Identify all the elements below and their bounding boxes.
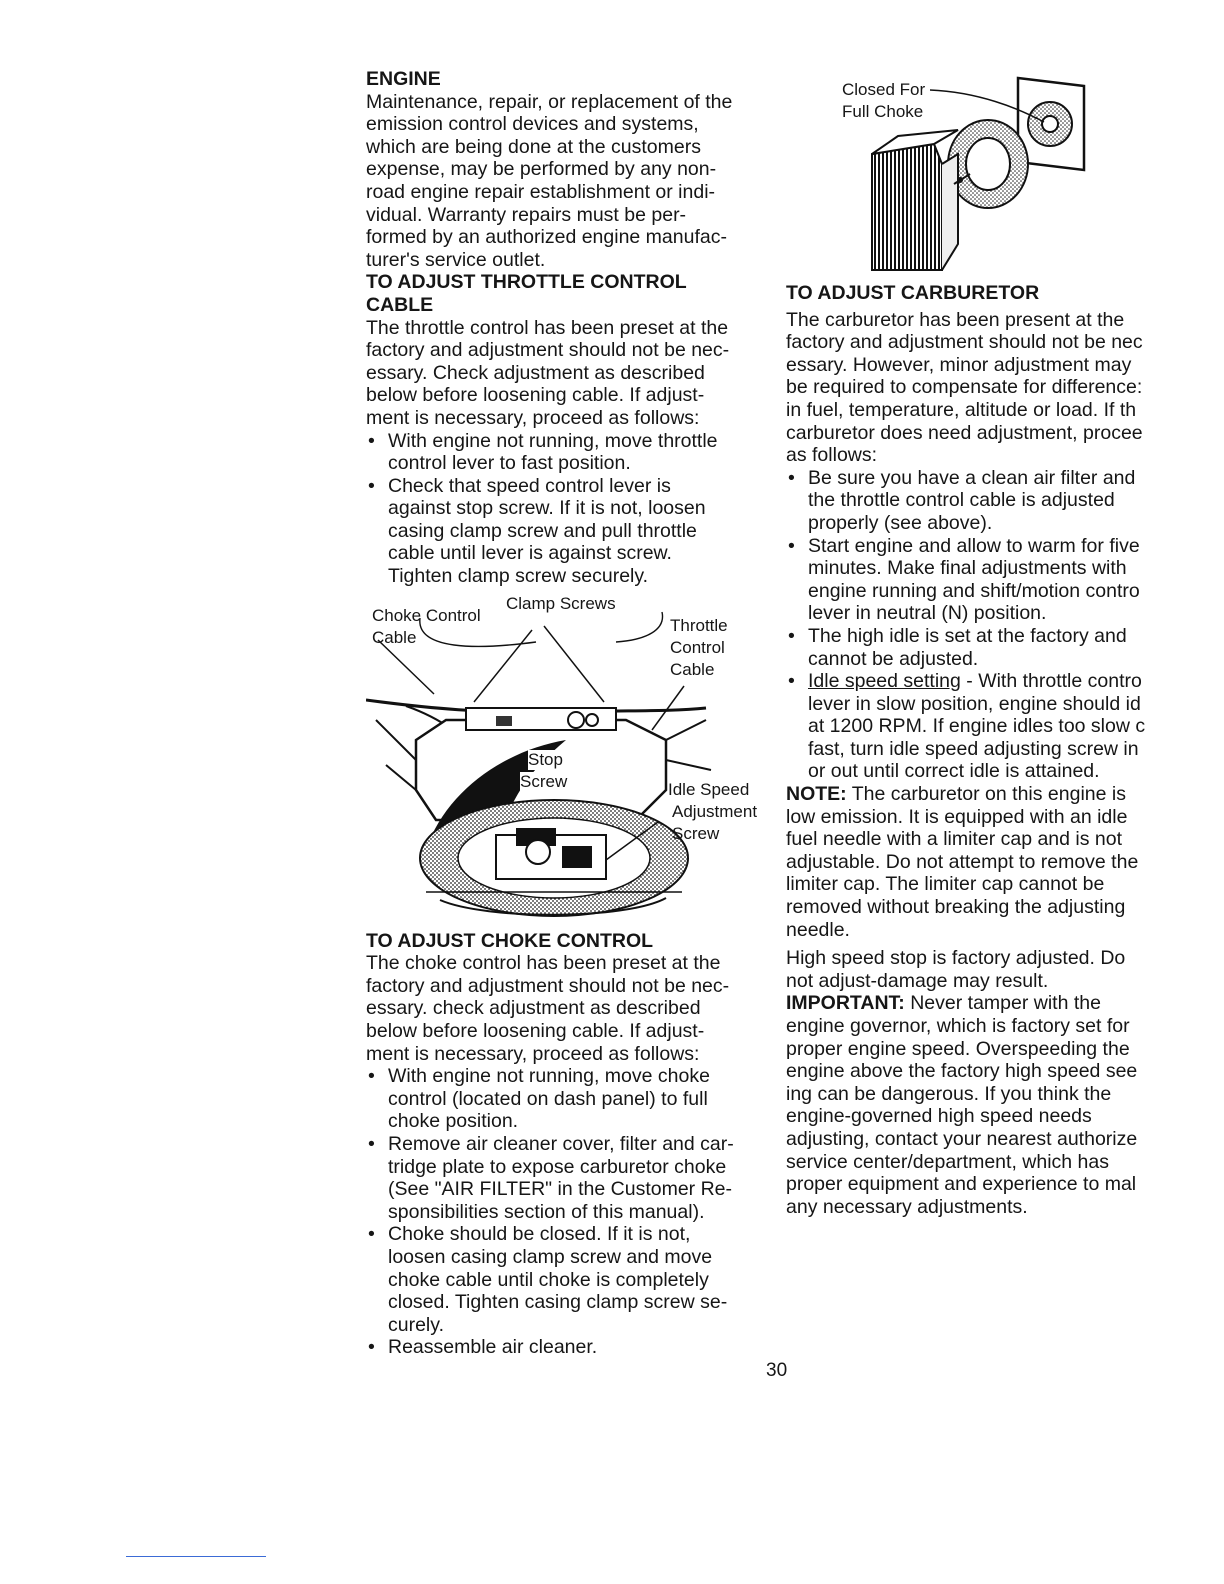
step-line: (See "AIR FILTER" in the Customer Re-: [388, 1178, 733, 1201]
step-line: closed. Tighten casing clamp screw se-: [388, 1291, 728, 1314]
important-line: proper equipment and experience to mal: [786, 1173, 1137, 1196]
right-column: [786, 282, 1224, 1218]
important-line: service center/department, which has: [786, 1150, 1109, 1173]
important-label: IMPORTANT:: [786, 992, 905, 1015]
idle-speed-label: Adjustment: [672, 801, 758, 821]
important-line: ing can be dangerous. If you think the: [786, 1082, 1112, 1105]
carburetor-step: [786, 467, 1224, 535]
step-line: cable until lever is against screw.: [388, 542, 672, 565]
choke-line: below before loosening cable. If adjust-: [366, 1020, 705, 1043]
step-line: curely.: [388, 1313, 444, 1336]
step-line: • With engine not running, move choke: [388, 1065, 710, 1088]
choke-step: [366, 1223, 766, 1336]
throttle-steps: [366, 430, 766, 588]
carburetor-step: [786, 535, 1224, 625]
carburetor-line: essary. However, minor adjustment may: [786, 353, 1132, 376]
step-line: sponsibilities section of this manual).: [388, 1200, 705, 1223]
carburetor-heading: TO ADJUST CARBURETOR: [786, 282, 1040, 304]
throttle-cable-diagram: [366, 590, 766, 930]
carburetor-steps: [786, 467, 1224, 783]
engine-line: road engine repair establishment or indi-: [366, 180, 716, 203]
note-label: NOTE:: [786, 783, 847, 806]
choke-step: [366, 1336, 766, 1359]
note-line: limiter cap. The limiter cap cannot be: [786, 873, 1105, 896]
choke-paragraph: [366, 952, 766, 1065]
engine-line: Maintenance, repair, or replacement of the: [366, 90, 733, 113]
important-line: engine governor, which is factory set for: [786, 1015, 1130, 1037]
important-line-rest: Never tamper with the: [904, 992, 1101, 1015]
important-line: engine above the factory high speed see: [786, 1060, 1138, 1083]
step-line: minutes. Make final adjustments with: [808, 557, 1127, 580]
carburetor-line: factory and adjustment should not be nec: [786, 331, 1143, 354]
step-line: fast, turn idle speed adjusting screw in: [808, 737, 1139, 760]
note-paragraph: [786, 783, 1224, 941]
choke-line: essary. check adjustment as described: [366, 997, 701, 1020]
important-line: [786, 992, 1224, 1015]
clamp-screws-label: Clamp Screws: [506, 593, 616, 613]
step-line: loosen casing clamp screw and move: [388, 1245, 713, 1268]
note-line-rest: The carburetor on this engine is: [846, 783, 1126, 806]
carburetor-line: The carburetor has been present at the: [786, 308, 1125, 331]
step-line: or out until correct idle is attained.: [808, 760, 1100, 783]
step-line: control lever to fast position.: [388, 452, 631, 475]
important-line: proper engine speed. Overspeeding the: [786, 1037, 1130, 1060]
choke-step: [366, 1133, 766, 1223]
left-column: [366, 68, 766, 1359]
step-line: • Choke should be closed. If it is not,: [388, 1223, 691, 1246]
idle-speed-label: Idle Speed: [668, 779, 750, 799]
note-line: removed without breaking the adjusting: [786, 896, 1126, 919]
idle-speed-title: Idle speed setting: [808, 670, 961, 693]
important-line: adjusting, contact your nearest authorize: [786, 1127, 1138, 1150]
engine-line: formed by an authorized engine manufac-: [366, 226, 727, 249]
engine-line: expense, may be performed by any non-: [366, 158, 717, 181]
engine-line: emission control devices and systems,: [366, 113, 699, 136]
choke-heading: TO ADJUST CHOKE CONTROL: [366, 929, 654, 952]
footer-rule: [126, 1556, 266, 1557]
high-speed-line: High speed stop is factory adjusted. Do: [786, 947, 1126, 970]
throttle-cable-label: Throttle: [670, 615, 728, 635]
engine-paragraph: [366, 91, 766, 272]
throttle-line: essary. Check adjustment as described: [366, 361, 705, 384]
note-line: needle.: [786, 918, 850, 941]
carburetor-line: be required to compensate for difference:: [786, 376, 1143, 399]
throttle-step: [366, 475, 766, 588]
note-line: fuel needle with a limiter cap and is not: [786, 828, 1123, 851]
high-speed-line: not adjust-damage may result.: [786, 969, 1049, 992]
engine-line: vidual. Warranty repairs must be per-: [366, 203, 687, 226]
engine-heading: ENGINE: [366, 68, 441, 90]
choke-steps: [366, 1065, 766, 1359]
idle-speed-label: Screw: [672, 823, 720, 843]
important-line: engine-governed high speed needs: [786, 1105, 1092, 1128]
step-line: casing clamp screw and pull throttle: [388, 519, 697, 542]
throttle-cable-label: Cable: [670, 659, 715, 679]
choke-cable-label: Choke Control: [372, 605, 481, 625]
throttle-heading-line: TO ADJUST THROTTLE CONTROL: [366, 271, 687, 294]
step-line: choke cable until choke is completely: [388, 1268, 709, 1291]
step-line: the throttle control cable is adjusted: [808, 489, 1115, 512]
step-line: properly (see above).: [808, 511, 993, 534]
step-line: • Check that speed control lever is: [388, 474, 671, 497]
throttle-paragraph: [366, 317, 766, 430]
choke-line: ment is necessary, proceed as follows:: [366, 1042, 700, 1065]
engine-line: turer's service outlet.: [366, 248, 546, 271]
step-line: • With engine not running, move throttle: [388, 429, 718, 452]
throttle-heading-line: CABLE: [366, 293, 434, 316]
step-line: • Reassemble air cleaner.: [388, 1336, 598, 1359]
note-line: low emission. It is equipped with an idle: [786, 805, 1128, 828]
carburetor-paragraph: [786, 309, 1224, 467]
step-line: lever in neutral (N) position.: [808, 602, 1047, 625]
step-line: against stop screw. If it is not, loosen: [388, 497, 706, 520]
choke-step: [366, 1065, 766, 1133]
step-line: tridge plate to expose carburetor choke: [388, 1155, 727, 1178]
carburetor-step-idle: [786, 670, 1224, 783]
engine-line: which are being done at the customers: [366, 135, 701, 158]
carburetor-line: in fuel, temperature, altitude or load. If th: [786, 398, 1137, 421]
step-line: cannot be adjusted.: [808, 647, 979, 670]
high-speed-paragraph: [786, 947, 1224, 992]
important-line: any necessary adjustments.: [786, 1195, 1028, 1218]
step-line: at 1200 RPM. If engine idles too slow c: [808, 715, 1146, 738]
step-line: • The high idle is set at the factory and: [808, 624, 1127, 647]
stop-screw-label: Screw: [520, 771, 568, 791]
carburetor-line: carburetor does need adjustment, procee: [786, 421, 1143, 444]
choke-line: The choke control has been preset at the: [366, 952, 721, 975]
important-paragraph: [786, 992, 1224, 1218]
page-number: 30: [766, 1360, 788, 1381]
stop-screw-label: Stop: [528, 749, 563, 769]
step-line: • Start engine and allow to warm for five: [808, 534, 1140, 557]
throttle-heading: [366, 271, 766, 316]
throttle-line: below before loosening cable. If adjust-: [366, 384, 705, 407]
throttle-line: ment is necessary, proceed as follows:: [366, 406, 700, 429]
choke-plate-diagram: [838, 74, 1108, 274]
closed-for-full-choke-label: Closed For: [842, 80, 926, 99]
step-line-rest: - With throttle contro: [960, 670, 1142, 693]
note-line: [786, 783, 1224, 806]
step-line: • Be sure you have a clean air filter and: [808, 466, 1136, 489]
step-line: control (located on dash panel) to full: [388, 1087, 708, 1110]
step-line: [808, 670, 1224, 693]
step-line: lever in slow position, engine should id: [808, 692, 1141, 715]
choke-line: factory and adjustment should not be nec-: [366, 974, 730, 997]
closed-for-full-choke-label: Full Choke: [842, 102, 924, 121]
throttle-cable-label: Control: [670, 637, 725, 657]
carburetor-step: [786, 625, 1224, 670]
throttle-line: The throttle control has been preset at the: [366, 316, 729, 339]
step-line: engine running and shift/motion contro: [808, 579, 1140, 602]
step-line: • Remove air cleaner cover, filter and car-: [388, 1133, 734, 1155]
step-line: Tighten clamp screw securely.: [388, 565, 649, 588]
throttle-step: [366, 430, 766, 475]
carburetor-line: as follows:: [786, 444, 878, 467]
step-line: choke position.: [388, 1110, 519, 1133]
throttle-line: factory and adjustment should not be nec-: [366, 339, 730, 362]
note-line: adjustable. Do not attempt to remove the: [786, 850, 1139, 873]
choke-cable-label: Cable: [372, 627, 417, 647]
